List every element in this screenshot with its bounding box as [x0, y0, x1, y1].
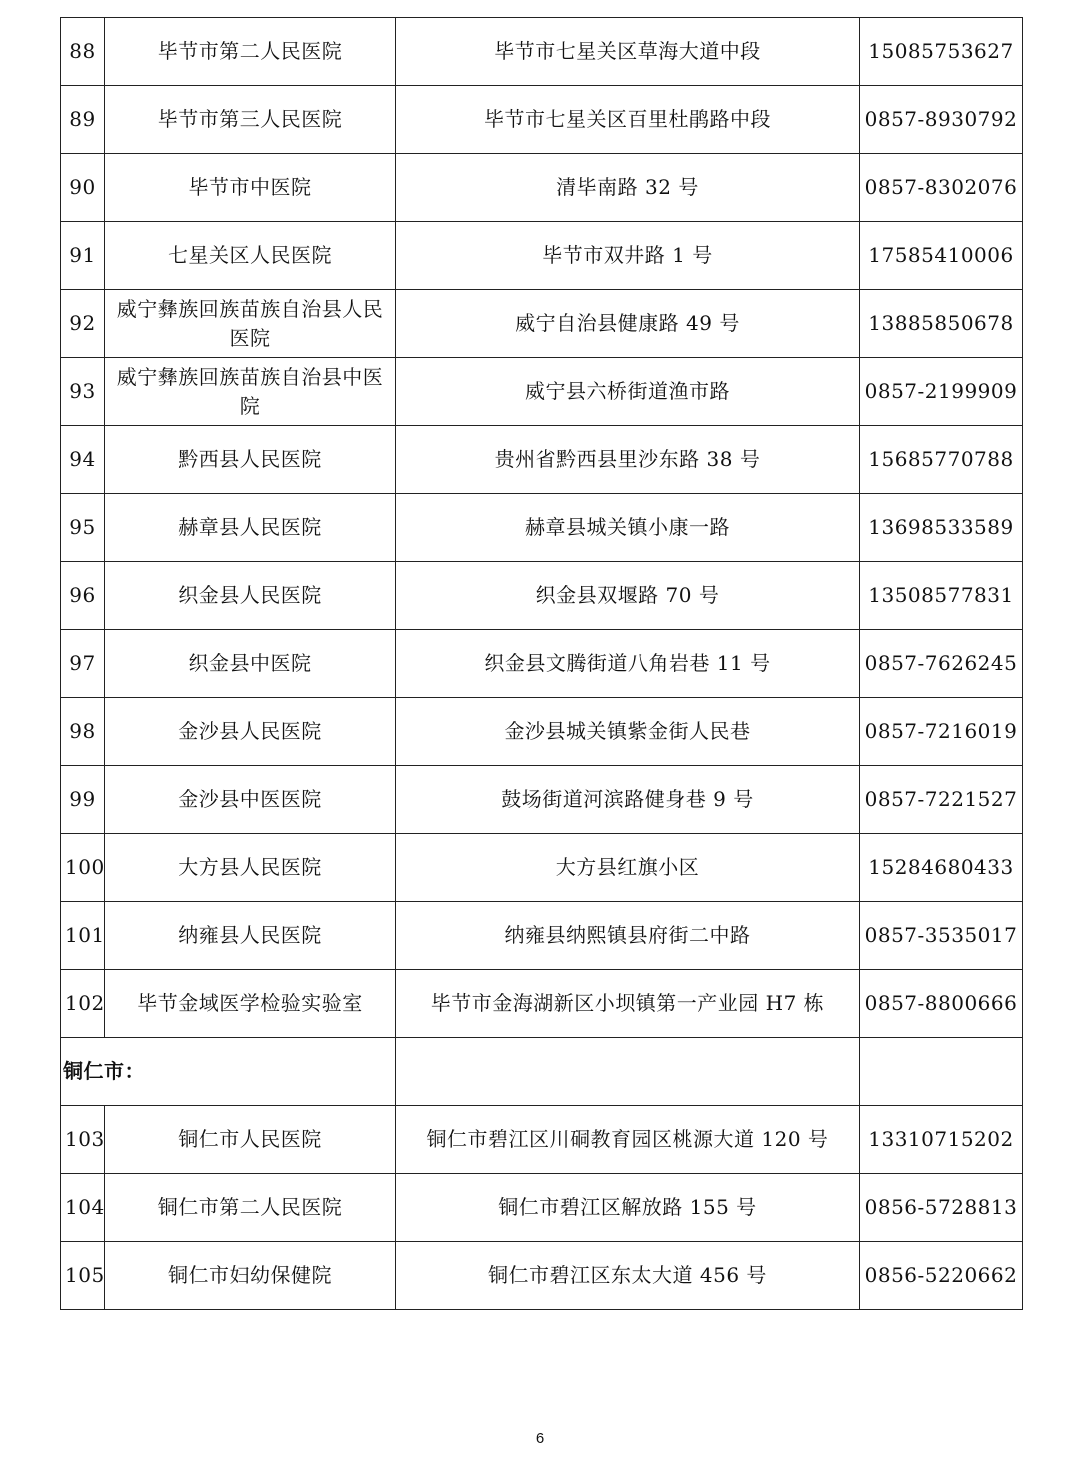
table-row [61, 970, 1023, 1038]
hospital-name: 织金县人民医院 [105, 562, 396, 630]
hospital-address: 清毕南路 32 号 [396, 154, 860, 222]
empty-cell [860, 1038, 1023, 1106]
section-row [61, 1038, 1023, 1106]
hospital-phone: 0857-8930792 [860, 86, 1023, 154]
hospital-address: 铜仁市碧江区川硐教育园区桃源大道 120 号 [396, 1106, 860, 1174]
hospital-name: 铜仁市人民医院 [105, 1106, 396, 1174]
hospital-table [60, 17, 1023, 1310]
hospital-name: 大方县人民医院 [105, 834, 396, 902]
hospital-name: 金沙县中医医院 [105, 766, 396, 834]
hospital-address: 大方县红旗小区 [396, 834, 860, 902]
table-row [61, 834, 1023, 902]
row-number: 100 [61, 834, 105, 902]
hospital-phone: 0857-7216019 [860, 698, 1023, 766]
hospital-address: 纳雍县纳熙镇县府街二中路 [396, 902, 860, 970]
table-row [61, 630, 1023, 698]
hospital-address: 鼓场街道河滨路健身巷 9 号 [396, 766, 860, 834]
hospital-address: 金沙县城关镇紫金街人民巷 [396, 698, 860, 766]
hospital-name: 七星关区人民医院 [105, 222, 396, 290]
table-row [61, 290, 1023, 358]
row-number: 105 [61, 1242, 105, 1310]
table-row [61, 426, 1023, 494]
page-number: 6 [535, 1430, 545, 1447]
hospital-phone: 0857-2199909 [860, 358, 1023, 426]
hospital-name: 威宁彝族回族苗族自治县人民医院 [105, 290, 396, 358]
hospital-phone: 0857-7221527 [860, 766, 1023, 834]
table-row [61, 902, 1023, 970]
table-row [61, 358, 1023, 426]
row-number: 99 [61, 766, 105, 834]
table-row [61, 86, 1023, 154]
hospital-phone: 0857-7626245 [860, 630, 1023, 698]
row-number: 90 [61, 154, 105, 222]
row-number: 98 [61, 698, 105, 766]
table-row [61, 154, 1023, 222]
hospital-phone: 0857-8302076 [860, 154, 1023, 222]
hospital-phone: 0856-5728813 [860, 1174, 1023, 1242]
hospital-table-body [61, 18, 1023, 1310]
row-number: 102 [61, 970, 105, 1038]
row-number: 97 [61, 630, 105, 698]
hospital-phone: 13698533589 [860, 494, 1023, 562]
hospital-name: 铜仁市妇幼保健院 [105, 1242, 396, 1310]
table-row [61, 494, 1023, 562]
hospital-address: 毕节市双井路 1 号 [396, 222, 860, 290]
row-number: 103 [61, 1106, 105, 1174]
row-number: 88 [61, 18, 105, 86]
table-row [61, 1242, 1023, 1310]
hospital-name: 纳雍县人民医院 [105, 902, 396, 970]
hospital-name: 铜仁市第二人民医院 [105, 1174, 396, 1242]
empty-cell [396, 1038, 860, 1106]
table-row [61, 766, 1023, 834]
table-row [61, 18, 1023, 86]
row-number: 95 [61, 494, 105, 562]
row-number: 93 [61, 358, 105, 426]
hospital-phone: 0856-5220662 [860, 1242, 1023, 1310]
hospital-phone: 13885850678 [860, 290, 1023, 358]
hospital-address: 织金县双堰路 70 号 [396, 562, 860, 630]
hospital-name: 金沙县人民医院 [105, 698, 396, 766]
hospital-phone: 13310715202 [860, 1106, 1023, 1174]
row-number: 104 [61, 1174, 105, 1242]
table-row [61, 222, 1023, 290]
hospital-name: 黔西县人民医院 [105, 426, 396, 494]
hospital-phone: 0857-3535017 [860, 902, 1023, 970]
hospital-address: 铜仁市碧江区东太大道 456 号 [396, 1242, 860, 1310]
hospital-address: 毕节市七星关区百里杜鹃路中段 [396, 86, 860, 154]
hospital-name: 毕节市中医院 [105, 154, 396, 222]
hospital-address: 织金县文腾街道八角岩巷 11 号 [396, 630, 860, 698]
row-number: 92 [61, 290, 105, 358]
hospital-phone: 15284680433 [860, 834, 1023, 902]
hospital-name: 毕节市第三人民医院 [105, 86, 396, 154]
hospital-name: 威宁彝族回族苗族自治县中医院 [105, 358, 396, 426]
hospital-phone: 17585410006 [860, 222, 1023, 290]
hospital-address: 威宁自治县健康路 49 号 [396, 290, 860, 358]
table-row [61, 1106, 1023, 1174]
table-row [61, 1174, 1023, 1242]
row-number: 91 [61, 222, 105, 290]
hospital-address: 毕节市七星关区草海大道中段 [396, 18, 860, 86]
hospital-phone: 15685770788 [860, 426, 1023, 494]
table-row [61, 562, 1023, 630]
hospital-address: 赫章县城关镇小康一路 [396, 494, 860, 562]
row-number: 94 [61, 426, 105, 494]
hospital-name: 赫章县人民医院 [105, 494, 396, 562]
hospital-name: 毕节金域医学检验实验室 [105, 970, 396, 1038]
table-row [61, 698, 1023, 766]
hospital-address: 威宁县六桥街道渔市路 [396, 358, 860, 426]
hospital-address: 贵州省黔西县里沙东路 38 号 [396, 426, 860, 494]
hospital-phone: 15085753627 [860, 18, 1023, 86]
section-label: 铜仁市： [61, 1038, 396, 1106]
hospital-phone: 13508577831 [860, 562, 1023, 630]
hospital-phone: 0857-8800666 [860, 970, 1023, 1038]
hospital-name: 毕节市第二人民医院 [105, 18, 396, 86]
hospital-address: 铜仁市碧江区解放路 155 号 [396, 1174, 860, 1242]
row-number: 96 [61, 562, 105, 630]
hospital-address: 毕节市金海湖新区小坝镇第一产业园 H7 栋 [396, 970, 860, 1038]
row-number: 101 [61, 902, 105, 970]
row-number: 89 [61, 86, 105, 154]
hospital-name: 织金县中医院 [105, 630, 396, 698]
